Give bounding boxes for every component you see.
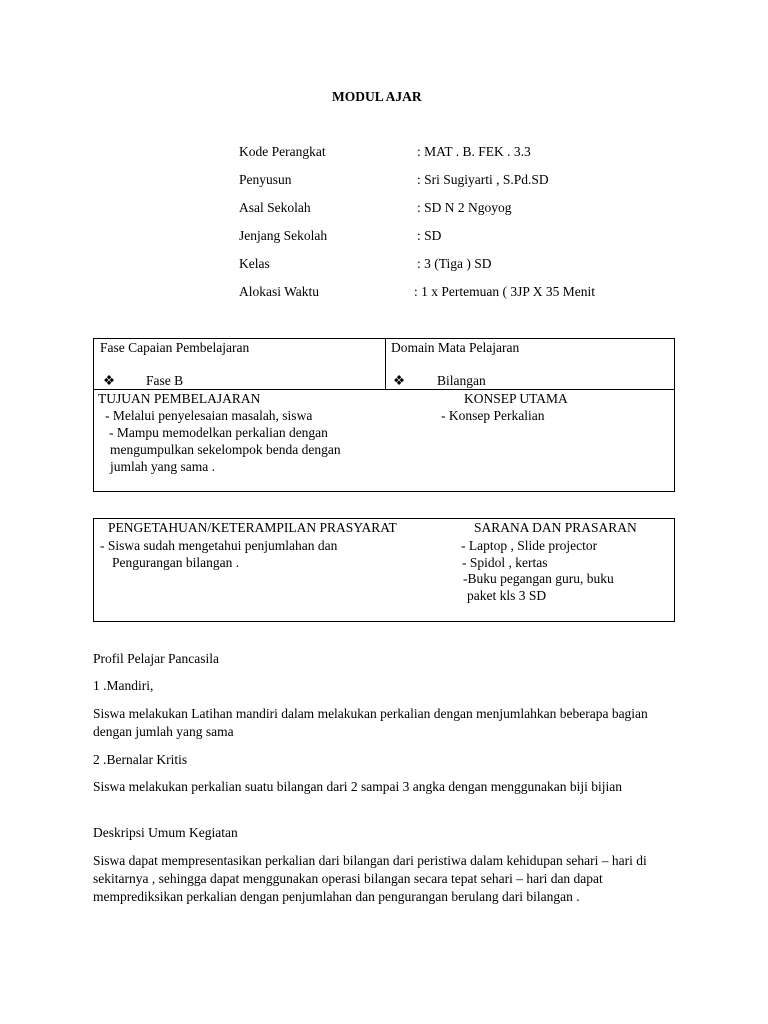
konsep-header: KONSEP UTAMA bbox=[464, 391, 568, 406]
info-value-kode: : MAT . B. FEK . 3.3 bbox=[417, 144, 531, 159]
info-label-penyusun: Penyusun bbox=[239, 172, 292, 187]
tujuan-line: mengumpulkan sekelompok benda dengan bbox=[110, 442, 341, 457]
page-title: MODUL AJAR bbox=[332, 89, 422, 104]
profil-heading: Profil Pelajar Pancasila bbox=[93, 651, 219, 666]
diamond-bullet-icon: ❖ bbox=[393, 373, 406, 388]
deskripsi-heading: Deskripsi Umum Kegiatan bbox=[93, 825, 238, 840]
info-label-asal-sekolah: Asal Sekolah bbox=[239, 200, 311, 215]
table-capaian-col-divider bbox=[385, 338, 386, 390]
domain-header: Domain Mata Pelajaran bbox=[391, 340, 520, 355]
info-value-alokasi: : 1 x Pertemuan ( 3JP X 35 Menit bbox=[414, 284, 595, 299]
tujuan-line: jumlah yang sama . bbox=[110, 459, 215, 474]
sarana-line: -Buku pegangan guru, buku bbox=[463, 571, 614, 586]
info-label-jenjang: Jenjang Sekolah bbox=[239, 228, 328, 243]
info-label-alokasi: Alokasi Waktu bbox=[239, 284, 320, 299]
info-value-kelas: : 3 (Tiga ) SD bbox=[417, 256, 492, 271]
tujuan-header: TUJUAN PEMBELAJARAN bbox=[98, 391, 261, 406]
sarana-header: SARANA DAN PRASARAN bbox=[474, 520, 637, 535]
sarana-line: paket kls 3 SD bbox=[467, 588, 547, 603]
prasyarat-line: - Siswa sudah mengetahui penjumlahan dan bbox=[100, 538, 338, 553]
prasyarat-line: Pengurangan bilangan . bbox=[112, 555, 240, 570]
tujuan-line: - Mampu memodelkan perkalian dengan bbox=[109, 425, 328, 440]
item-1-heading: 1 .Mandiri, bbox=[93, 678, 154, 693]
sarana-line: - Spidol , kertas bbox=[462, 555, 548, 570]
sarana-line: - Laptop , Slide projector bbox=[461, 538, 598, 553]
konsep-line: - Konsep Perkalian bbox=[441, 408, 545, 423]
prasyarat-header: PENGETAHUAN/KETERAMPILAN PRASYARAT bbox=[108, 520, 397, 535]
item-1-text: Siswa melakukan Latihan mandiri dalam melakukan perkalian dengan menjumlahkan beberapa bagian dengan jumlah yang sama bbox=[93, 706, 648, 739]
fase-value: Fase B bbox=[146, 373, 184, 388]
info-value-penyusun: : Sri Sugiyarti , S.Pd.SD bbox=[417, 172, 549, 187]
deskripsi-text: Siswa dapat mempresentasikan perkalian dari bilangan dari peristiwa dalam kehidupan sehari – hari di sekitarnya , sehingga dapat menggunakan operasi bilangan secara tepat sehari – hari dan dapat memprediksikan perkalian dengan penjumlahan dan pengurangan berulang dari bilangan . bbox=[93, 853, 647, 904]
item-2-text: Siswa melakukan perkalian suatu bilangan dari 2 sampai 3 angka dengan menggunakan biji bijian bbox=[93, 779, 622, 794]
diamond-bullet-icon: ❖ bbox=[103, 373, 116, 388]
info-label-kelas: Kelas bbox=[239, 256, 270, 271]
domain-value: Bilangan bbox=[437, 373, 486, 388]
info-label-kode: Kode Perangkat bbox=[239, 144, 326, 159]
tujuan-line: - Melalui penyelesaian masalah, siswa bbox=[105, 408, 313, 423]
fase-header: Fase Capaian Pembelajaran bbox=[100, 340, 250, 355]
table-capaian-row-divider bbox=[93, 389, 675, 390]
info-value-asal-sekolah: : SD N 2 Ngoyog bbox=[417, 200, 512, 215]
item-2-heading: 2 .Bernalar Kritis bbox=[93, 752, 188, 767]
info-value-jenjang: : SD bbox=[417, 228, 442, 243]
